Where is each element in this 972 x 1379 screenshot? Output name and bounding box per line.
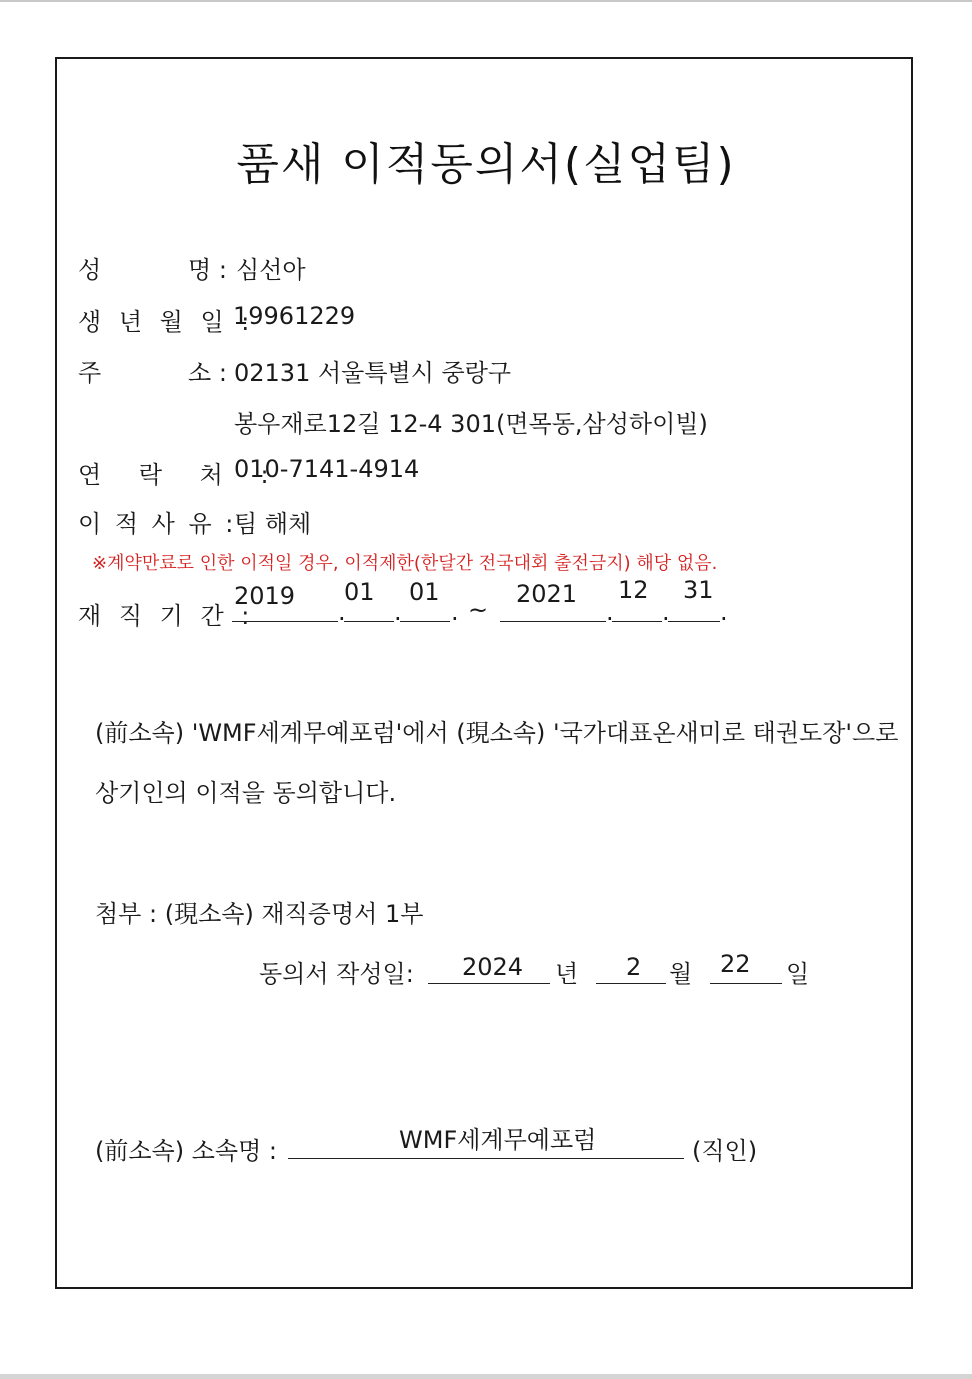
name-value: 심선아 (236, 256, 306, 284)
contact-value: 010-7141-4914 (234, 455, 420, 483)
reason-note: ※계약만료로 인한 이적일 경우, 이적제한(한달간 전국대회 출전금지) 해당 없음. (92, 553, 718, 574)
affiliation-seal: (직인) (692, 1137, 758, 1165)
period-dot: . (720, 598, 728, 626)
signed-date-label: 동의서 작성일: (259, 960, 414, 988)
period-start-year-line (232, 621, 338, 622)
signed-date-year: 2024 (462, 953, 524, 981)
document-frame (55, 57, 913, 1289)
signed-date-year-line (428, 983, 550, 984)
address-line2: 봉우재로12길 12-4 301(면목동,삼성하이빌) (234, 410, 708, 438)
affiliation-line (288, 1158, 684, 1159)
period-start-year: 2019 (234, 582, 296, 610)
period-dot: . (662, 598, 670, 626)
reason-value: 팀 해체 (234, 510, 312, 538)
period-dot: . (394, 598, 402, 626)
signed-date-day: 22 (720, 950, 751, 978)
period-label: 재 직 기 간 : (78, 602, 250, 630)
period-tilde: ~ (468, 596, 489, 624)
document-title: 품새 이적동의서(실업팀) (236, 139, 736, 190)
birth-value: 19961229 (233, 302, 356, 330)
name-label-end: 명 : (188, 256, 227, 284)
period-end-month-line (612, 621, 662, 622)
birth-label: 생 년 월 일 : (78, 308, 250, 336)
address-label-end: 소 : (188, 359, 227, 387)
address-label-start: 주 (78, 359, 102, 387)
period-end-year: 2021 (516, 580, 578, 608)
period-dot: . (451, 598, 459, 626)
period-dot: . (338, 598, 346, 626)
period-start-day-line (400, 621, 450, 622)
top-edge (0, 0, 972, 2)
period-start-month: 01 (344, 578, 375, 606)
bottom-edge (0, 1374, 972, 1379)
statement-line2: 상기인의 이적을 동의합니다. (95, 779, 397, 807)
signed-date-month-unit: 월 (669, 960, 693, 988)
affiliation-value: WMF세계무예포럼 (399, 1126, 597, 1154)
reason-label: 이 적 사 유 : (78, 510, 234, 538)
signed-date-day-unit: 일 (786, 960, 810, 988)
period-start-month-line (344, 621, 394, 622)
period-end-day-line (668, 621, 720, 622)
signed-date-month-line (596, 983, 666, 984)
period-end-day: 31 (683, 576, 714, 604)
address-line1: 02131 서울특별시 중랑구 (234, 359, 512, 387)
signed-date-year-unit: 년 (555, 960, 579, 988)
statement-line1: (前소속) 'WMF세계무예포럼'에서 (現소속) '국가대표온새미로 태권도장'으로 (95, 719, 899, 747)
contact-label: 연 락 처 : (78, 461, 269, 489)
attachment-text: 첨부 : (現소속) 재직증명서 1부 (95, 900, 424, 928)
affiliation-label: (前소속) 소속명 : (95, 1137, 277, 1165)
signed-date-day-line (710, 983, 782, 984)
period-start-day: 01 (409, 578, 440, 606)
period-dot: . (606, 598, 614, 626)
signed-date-month: 2 (626, 953, 642, 981)
period-end-year-line (500, 621, 606, 622)
period-end-month: 12 (618, 576, 649, 604)
name-label-start: 성 (78, 256, 102, 284)
